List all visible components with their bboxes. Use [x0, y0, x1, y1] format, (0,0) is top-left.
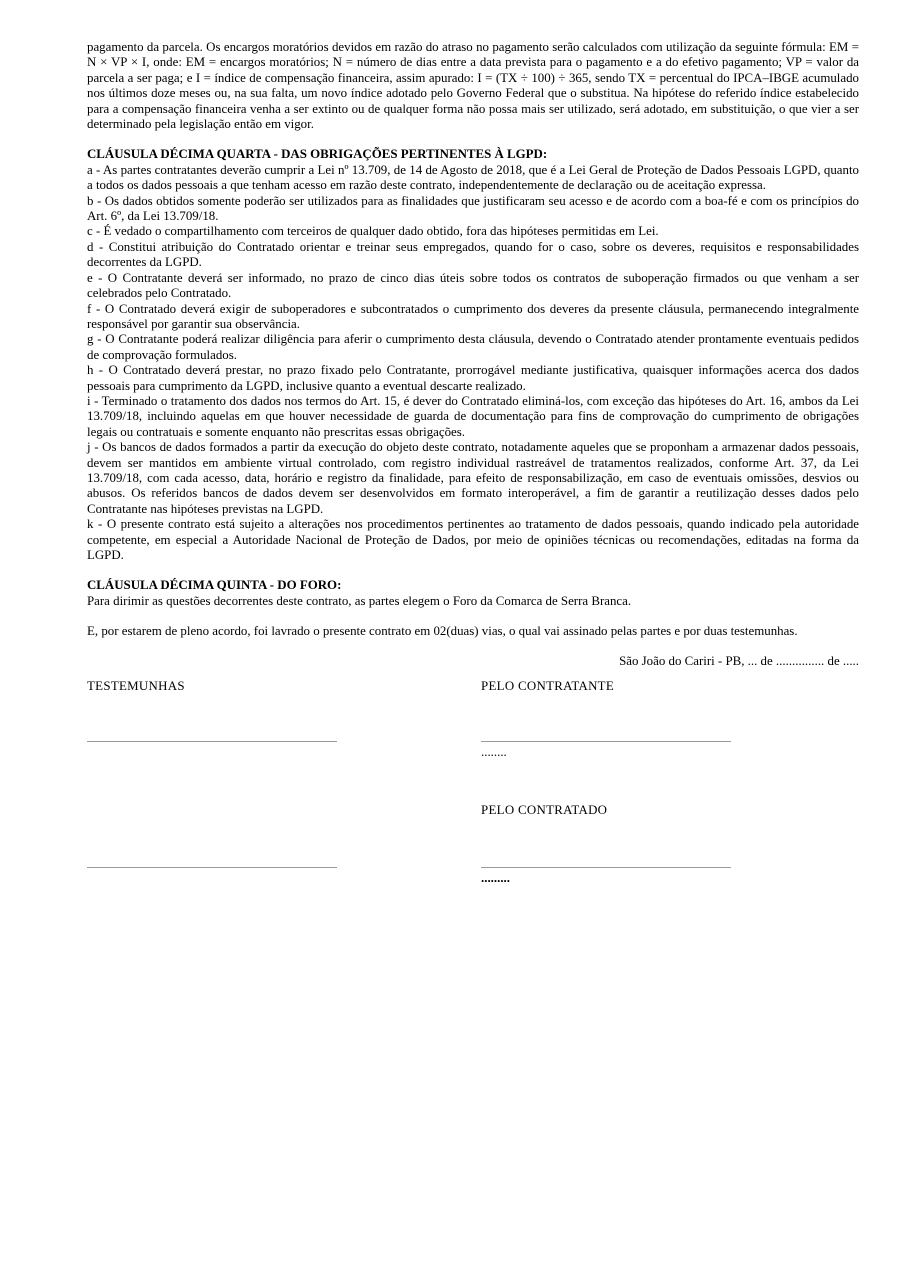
clause-14-item-c: c - É vedado o compartilhamento com terceiros de qualquer dado obtido, fora das hipóteses permitidas em Lei. [87, 224, 659, 239]
payment-clause-paragraph: pagamento da parcela. Os encargos moratórios devidos em razão do atraso no pagamento serão calculados com utilização da seguinte fórmula: EM = N × VP × I, onde: EM = encargos moratórios; N = número de dias entre a data prevista para o pagamento e a do efetivo pagamento; VP = valor da parcela a ser paga; e I = índice de compensação financeira, assim apurado: I = (TX ÷ 100) ÷ 365, sendo TX = percentual do IPCA–IBGE acumulado nos últimos doze meses ou, na sua falta, um novo índice adotado pelo Governo Federal que o substitua. Na hipótese do referido índice estabelecido para a compensação financeira venha a ser extinto ou de qualquer forma não possa mais ser utilizado, será adotado, em substituição, o que vier a ser determinado pela legislação então em vigor. [87, 40, 859, 132]
clause-14-item-d: d - Constitui atribuição do Contratado orientar e treinar seus empregados, quando for o caso, sobre os deveres, requisitos e responsabilidades decorrentes da LGPD. [87, 239, 859, 270]
clause-14-item-f: f - O Contratado deverá exigir de suboperadores e subcontratados o cumprimento dos deveres da presente cláusula, permanecendo integralmente responsável por garantir sua observância. [87, 301, 859, 331]
clause-14-item-e: e - O Contratante deverá ser informado, no prazo de cinco dias úteis sobre todos os contratos de suboperação firmados ou que venham a ser celebrados pelo Contratado. [87, 270, 859, 301]
contratante-signature-line [481, 741, 731, 742]
witnesses-label: TESTEMUNHAS [87, 679, 185, 694]
contratante-label: PELO CONTRATANTE [481, 679, 615, 694]
witness-signature-line-1 [87, 741, 337, 742]
contratante-dots: ........ [481, 745, 507, 760]
contratado-dots: ......... [481, 871, 511, 886]
clause-14-item-i: i - Terminado o tratamento dos dados nos termos do Art. 15, é dever do Contratado eliminá-los, com exceção das hipóteses do Art. 16, ambos da Lei 13.709/18, incluindo aquelas em que houver necessidade de guarda de documentação para fins de comprovação do cumprimento de obrigações legais ou contratuais e somente enquanto não prescritas essas obrigações. [87, 393, 859, 439]
clause-14-item-g: g - O Contratante poderá realizar diligência para aferir o cumprimento desta cláusula, devendo o Contratado atender prontamente eventuais pedidos de comprovação formulados. [87, 332, 859, 362]
clause-14-item-a: a - As partes contratantes deverão cumprir a Lei nº 13.709, de 14 de Agosto de 2018, que é a Lei Geral de Proteção de Dados Pessoais LGPD, quanto a todos os dados pessoais a que tenham acesso em razão deste contrato, independentemente de declaração ou de aceitação expressa. [87, 162, 859, 193]
clause-15-heading: CLÁUSULA DÉCIMA QUINTA - DO FORO: [87, 578, 342, 593]
clause-15-body: Para dirimir as questões decorrentes deste contrato, as partes elegem o Foro da Comarca de Serra Branca. [87, 593, 632, 608]
closing-paragraph: E, por estarem de pleno acordo, foi lavrado o presente contrato em 02(duas) vias, o qual vai assinado pelas partes e por duas testemunhas. [87, 624, 798, 639]
witness-signature-line-2 [87, 867, 337, 868]
dateline: São João do Cariri - PB, ... de ............... de ..... [619, 653, 859, 668]
signature-section [87, 679, 859, 909]
contratado-label: PELO CONTRATADO [481, 803, 608, 818]
clause-14-item-j: j - Os bancos de dados formados a partir da execução do objeto deste contrato, notadamente aqueles que se proponham a armazenar dados pessoais, devem ser mantidos em ambiente virtual controlado, com registro individual rastreável de tratamentos realizados, conforme Art. 37, da Lei 13.709/18, com cada acesso, data, horário e registro da finalidade, para efeito de responsabilização, em caso de eventuais omissões, desvios ou abusos. Os referidos bancos de dados devem ser desenvolvidos em formato interoperável, a fim de garantir a reutilização desses dados pelo Contratante nas hipóteses previstas na LGPD. [87, 440, 859, 516]
clause-14-item-h: h - O Contratado deverá prestar, no prazo fixado pelo Contratante, prorrogável mediante justificativa, quaisquer informações acerca dos dados pessoais para cumprimento da LGPD, inclusive quanto a eventual descarte realizado. [87, 363, 859, 393]
clause-14-item-k: k - O presente contrato está sujeito a alterações nos procedimentos pertinentes ao tratamento de dados pessoais, quando indicado pela autoridade competente, em especial a Autoridade Nacional de Proteção de Dados, por meio de opiniões técnicas ou recomendações, editadas na forma da LGPD. [87, 517, 859, 562]
clause-14-item-b: b - Os dados obtidos somente poderão ser utilizados para as finalidades que justificaram seu acesso e de acordo com a boa-fé e com os princípios do Art. 6º, da Lei 13.709/18. [87, 193, 859, 224]
contratado-signature-line [481, 867, 731, 868]
clause-14-heading: CLÁUSULA DÉCIMA QUARTA - DAS OBRIGAÇÕES PERTINENTES À LGPD: [87, 147, 548, 162]
